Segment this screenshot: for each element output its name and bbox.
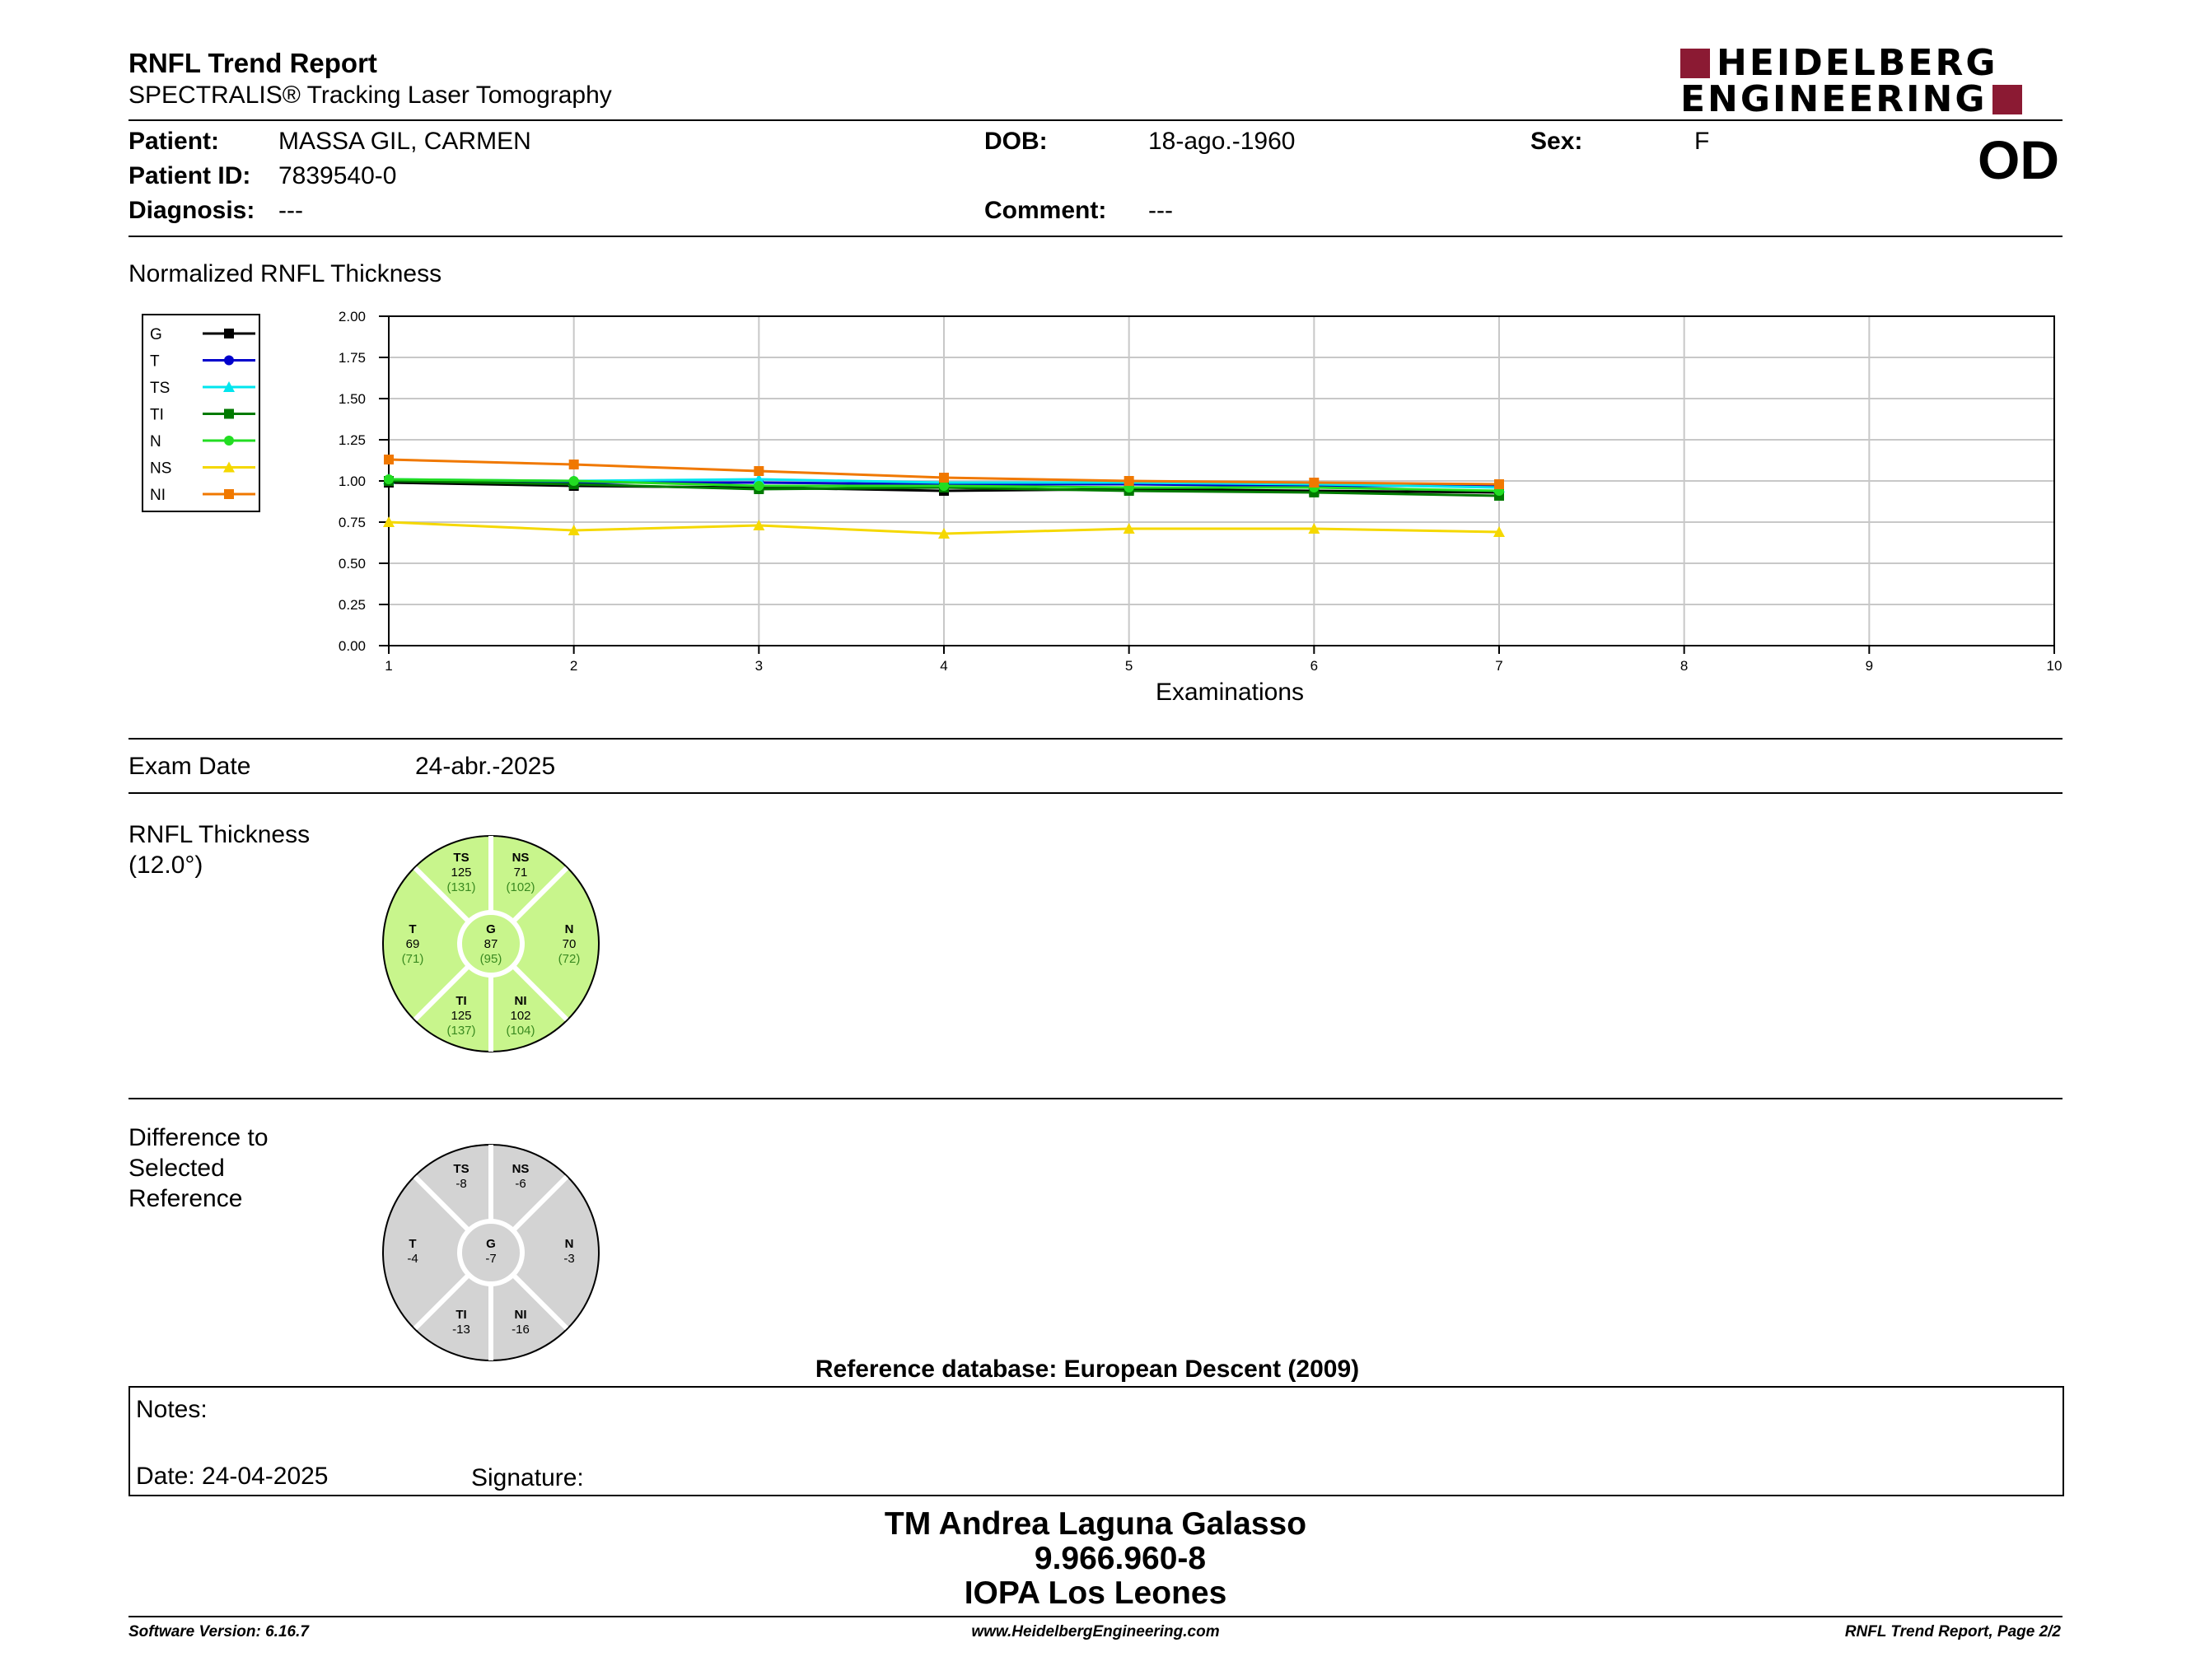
series-point-ni	[939, 473, 949, 483]
rnfl-thickness-circle	[379, 832, 603, 1056]
chart-ytick-label: 1.25	[338, 432, 366, 448]
difference-ni-label: NI	[514, 1308, 527, 1322]
difference-t-label: T	[409, 1237, 417, 1251]
thickness-ts-label: TS	[453, 851, 470, 865]
series-point-ni	[384, 455, 394, 464]
eye-indicator: OD	[1978, 129, 2059, 190]
thickness-g-normal: (95)	[479, 952, 502, 966]
exam-date-label: Exam Date	[128, 753, 251, 780]
difference-n-label: N	[564, 1237, 574, 1251]
thickness-n-label: N	[564, 922, 574, 936]
chart-xtick-label: 1	[385, 658, 393, 674]
dob-value: 18-ago.-1960	[1148, 128, 1296, 155]
legend-label-ns: NS	[150, 460, 172, 478]
thickness-ti-label: TI	[455, 994, 467, 1008]
chart-xtick-label: 2	[569, 658, 578, 674]
thickness-g-label: G	[486, 922, 496, 936]
thickness-ts-value: 125	[451, 866, 472, 880]
legend-label-ts: TS	[150, 380, 171, 397]
footer-divider	[128, 1616, 2063, 1617]
difference-ni-value: -16	[512, 1323, 530, 1337]
exam-divider	[128, 792, 2063, 794]
sex-label: Sex:	[1530, 128, 1583, 155]
difference-t-value: -4	[407, 1252, 418, 1266]
patient-name: MASSA GIL, CARMEN	[278, 128, 531, 155]
thickness-ni-label: NI	[514, 994, 527, 1008]
thickness-title-line1: RNFL Thickness	[128, 821, 311, 848]
diagnosis-value: ---	[278, 197, 303, 224]
series-point-n	[754, 481, 764, 491]
notes-label: Notes:	[136, 1396, 208, 1423]
difference-ns-value: -6	[515, 1177, 526, 1191]
chart-xtick-label: 9	[1865, 658, 1874, 674]
difference-title-line1: Difference to	[128, 1124, 269, 1151]
difference-n-value: -3	[563, 1252, 575, 1266]
chart-xtick-label: 7	[1495, 658, 1503, 674]
thickness-divider	[128, 1098, 2063, 1099]
legend-marker-ti	[224, 409, 234, 419]
company-website[interactable]: www.HeidelbergEngineering.com	[971, 1623, 1220, 1640]
thickness-title	[128, 819, 310, 880]
patient-id: 7839540-0	[278, 162, 397, 189]
series-point-ni	[569, 460, 579, 469]
software-version: Software Version: 6.16.7	[128, 1623, 309, 1640]
difference-ns-label: NS	[512, 1162, 530, 1176]
comment-value: ---	[1148, 197, 1173, 224]
difference-circle	[379, 1141, 603, 1365]
thickness-ns-normal: (102)	[506, 880, 535, 894]
difference-title-line2: Selected	[128, 1155, 225, 1182]
trend-line-chart	[280, 296, 2063, 725]
chart-xtick-label: 5	[1124, 658, 1133, 674]
chart-xtick-label: 8	[1679, 658, 1689, 674]
difference-title-line3: Reference	[128, 1185, 243, 1212]
thickness-g-value: 87	[484, 937, 498, 951]
comment-label: Comment:	[984, 197, 1107, 224]
thickness-ti-normal: (137)	[446, 1024, 476, 1038]
difference-ts-label: TS	[453, 1162, 470, 1176]
chart-legend	[142, 314, 260, 512]
difference-ti-label: TI	[455, 1308, 467, 1322]
reference-database: Reference database: European Descent (2009)	[815, 1356, 1360, 1383]
difference-ti-value: -13	[452, 1323, 470, 1337]
thickness-ts-normal: (131)	[446, 880, 476, 894]
chart-ytick-label: 1.75	[338, 350, 366, 366]
series-point-ni	[1309, 478, 1319, 488]
signer-institution: IOPA Los Leones	[964, 1575, 1227, 1611]
chart-ytick-label: 0.75	[338, 515, 366, 530]
legend-label-ti: TI	[150, 406, 164, 424]
legend-label-n: N	[150, 433, 161, 450]
series-point-n	[384, 474, 394, 484]
chart-ytick-label: 2.00	[338, 309, 366, 324]
thickness-t-normal: (71)	[401, 952, 424, 966]
difference-g-value: -7	[485, 1252, 497, 1266]
logo-square-right	[1992, 85, 2022, 114]
chart-xtick-label: 3	[754, 658, 764, 674]
sex-value: F	[1694, 128, 1710, 155]
report-subtitle: SPECTRALIS® Tracking Laser Tomography	[128, 82, 612, 109]
chart-ytick-label: 0.00	[338, 638, 366, 654]
difference-g-label: G	[486, 1237, 496, 1251]
thickness-ns-value: 71	[513, 866, 528, 880]
series-point-ni	[1494, 479, 1504, 489]
chart-xtick-label: 10	[2046, 658, 2063, 674]
chart-xaxis-title: Examinations	[1155, 679, 1305, 706]
thickness-n-normal: (72)	[558, 952, 581, 966]
signer-name: TM Andrea Laguna Galasso	[884, 1506, 1307, 1542]
series-point-n	[569, 476, 579, 486]
thickness-t-value: 69	[405, 937, 420, 951]
patient-label: Patient:	[128, 128, 220, 155]
notes-date: Date: 24-04-2025	[136, 1463, 329, 1490]
signer-id: 9.966.960-8	[1034, 1541, 1207, 1576]
company-logo	[1680, 42, 1998, 84]
page-number: RNFL Trend Report, Page 2/2	[1844, 1623, 2061, 1640]
company-logo-line2	[1680, 78, 2022, 120]
notes-signature-label: Signature:	[471, 1464, 584, 1491]
thickness-n-value: 70	[562, 937, 577, 951]
logo-text-line2: ENGINEERING	[1680, 78, 1988, 120]
thickness-title-line2: (12.0°)	[128, 852, 203, 879]
chart-divider	[128, 738, 2063, 740]
legend-marker-n	[224, 436, 234, 446]
thickness-ni-normal: (104)	[506, 1024, 535, 1038]
logo-text-line1: HEIDELBERG	[1717, 42, 1998, 84]
difference-title	[128, 1122, 269, 1214]
legend-marker-t	[224, 356, 234, 366]
chart-ytick-label: 1.00	[338, 474, 366, 489]
chart-xtick-label: 6	[1310, 658, 1319, 674]
chart-xtick-label: 4	[940, 658, 948, 674]
series-point-ni	[754, 466, 764, 476]
legend-marker-ni	[224, 489, 234, 499]
logo-square-left	[1680, 49, 1710, 78]
report-title: RNFL Trend Report	[128, 48, 377, 78]
chart-ytick-label: 0.25	[338, 597, 366, 613]
thickness-t-label: T	[409, 922, 417, 936]
thickness-ti-value: 125	[451, 1009, 472, 1023]
trend-section-title: Normalized RNFL Thickness	[128, 260, 442, 287]
chart-ytick-label: 0.50	[338, 556, 366, 572]
legend-label-ni: NI	[150, 487, 166, 504]
legend-graphics	[143, 315, 259, 511]
legend-label-g: G	[150, 326, 162, 343]
notes-box[interactable]	[128, 1386, 2064, 1496]
patient-id-label: Patient ID:	[128, 162, 251, 189]
diagnosis-label: Diagnosis:	[128, 197, 255, 224]
exam-date-value: 24-abr.-2025	[415, 753, 556, 780]
legend-label-t: T	[150, 352, 160, 371]
chart-ytick-label: 1.50	[338, 391, 366, 407]
thickness-ni-value: 102	[510, 1009, 531, 1023]
dob-label: DOB:	[984, 128, 1048, 155]
header-divider	[128, 119, 2063, 121]
difference-ts-value: -8	[455, 1177, 467, 1191]
patient-divider	[128, 236, 2063, 237]
thickness-ns-label: NS	[512, 851, 530, 865]
series-point-ni	[1124, 476, 1134, 486]
legend-marker-g	[224, 329, 234, 338]
